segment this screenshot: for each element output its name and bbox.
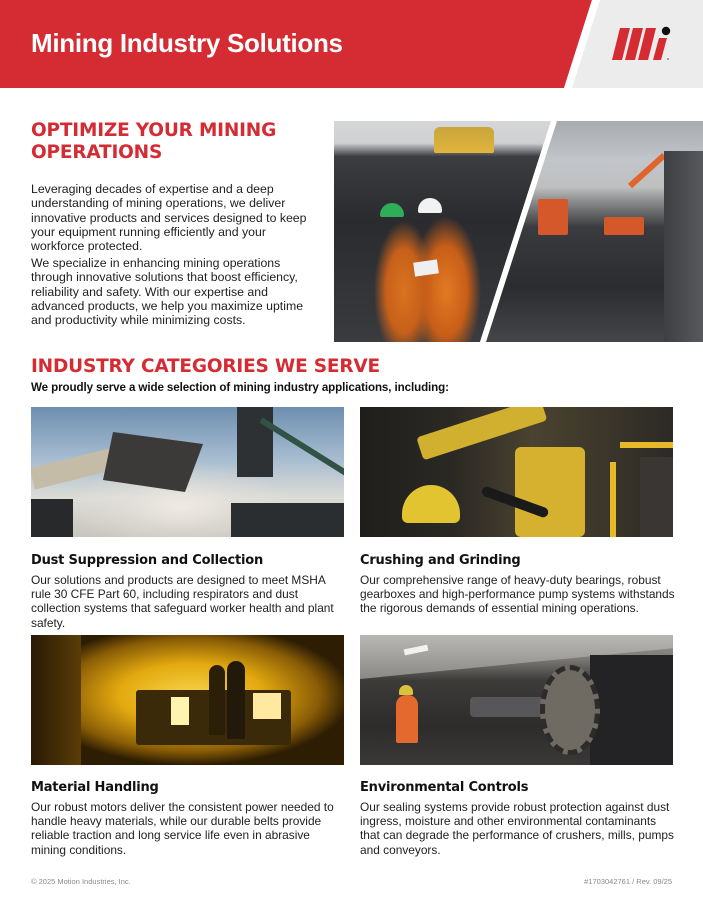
footer-copyright: © 2025 Motion Industries, Inc. [31,877,131,886]
category-title-environmental-controls: Environmental Controls [360,780,529,795]
category-title-material-handling: Material Handling [31,780,159,795]
category-title-dust-suppression: Dust Suppression and Collection [31,553,264,568]
underground-mine-cart-photo [31,635,344,765]
rail-shape [610,462,616,537]
loader-shape [31,499,73,537]
miner-silhouette-shape [209,665,225,735]
intro-paragraph-2: We specialize in enhancing mining operations through innovative solutions that boost efficiency, reliability and safety. With our expertise and advanced products, we help you maximize uptime and productivity while minimizing costs. [31,256,304,328]
categories-heading: INDUSTRY CATEGORIES WE SERVE [31,356,380,377]
category-title-crushing-grinding: Crushing and Grinding [360,553,521,568]
bulldozer-shape [434,127,494,153]
cutting-drum-shape [540,665,600,755]
bucket-shape [103,432,203,492]
rock-wall-shape [664,151,703,342]
green-hardhat-shape [380,203,404,217]
page-header [0,0,703,88]
loader-bucket-dust-photo [31,407,344,537]
footer-doc-number: #1703042761 / Rev. 09/25 [584,877,672,886]
coal-face-shape [590,655,673,765]
category-text-material-handling: Our robust motors deliver the consistent power needed to handle heavy materials, while our durable belts provide reliable traction and long service life even in abrasive mining conditions. [31,800,334,857]
category-text-crushing-grinding: Our comprehensive range of heavy-duty bearings, robust gearboxes and high-performance pump systems withstands the rigorous demands of essential mining operations. [360,573,675,616]
longwall-shearer-photo [360,635,673,765]
category-text-environmental-controls: Our sealing systems provide robust protection against dust ingress, moisture and other environmental contaminants that can degrade the performance of crushers, mills, pumps and conveyors. [360,800,674,857]
lamp-shape [253,693,281,719]
excavator-arm-shape [628,153,666,188]
motion-industries-logo-icon [612,26,674,62]
category-text-dust-suppression: Our solutions and products are designed to meet MSHA rule 30 CFE Part 60, including respirators and dust collection systems that safeguard worker health and plant safety. [31,573,334,630]
rig-body-shape [515,447,585,537]
excavator-shape [604,217,644,235]
intro-heading: OPTIMIZE YOUR MINING OPERATIONS [31,120,277,163]
hero-image-collage [334,121,703,342]
excavator-shape [538,199,568,235]
panel-shape [640,457,673,537]
rail-shape [620,442,673,448]
tunnel-wall-shape [31,635,81,765]
yellow-drill-rig-photo [360,407,673,537]
white-hardhat-shape [418,198,442,213]
categories-subheading: We proudly serve a wide selection of mining industry applications, including: [31,381,449,394]
document-shape [413,259,439,276]
yellow-helmet-shape [402,485,460,523]
worker-hardhat-shape [399,685,413,695]
hopper-shape [237,407,273,477]
truck-bed-shape [231,503,344,537]
lamp-shape [171,697,189,725]
page-title: Mining Industry Solutions [31,28,343,58]
miner-silhouette-shape [227,661,245,739]
intro-paragraph-1: Leveraging decades of expertise and a deep understanding of mining operations, we deliver innovative products and services designed to keep your equipment running efficiently and your workforce protected. [31,182,307,254]
worker-shape [396,695,418,743]
